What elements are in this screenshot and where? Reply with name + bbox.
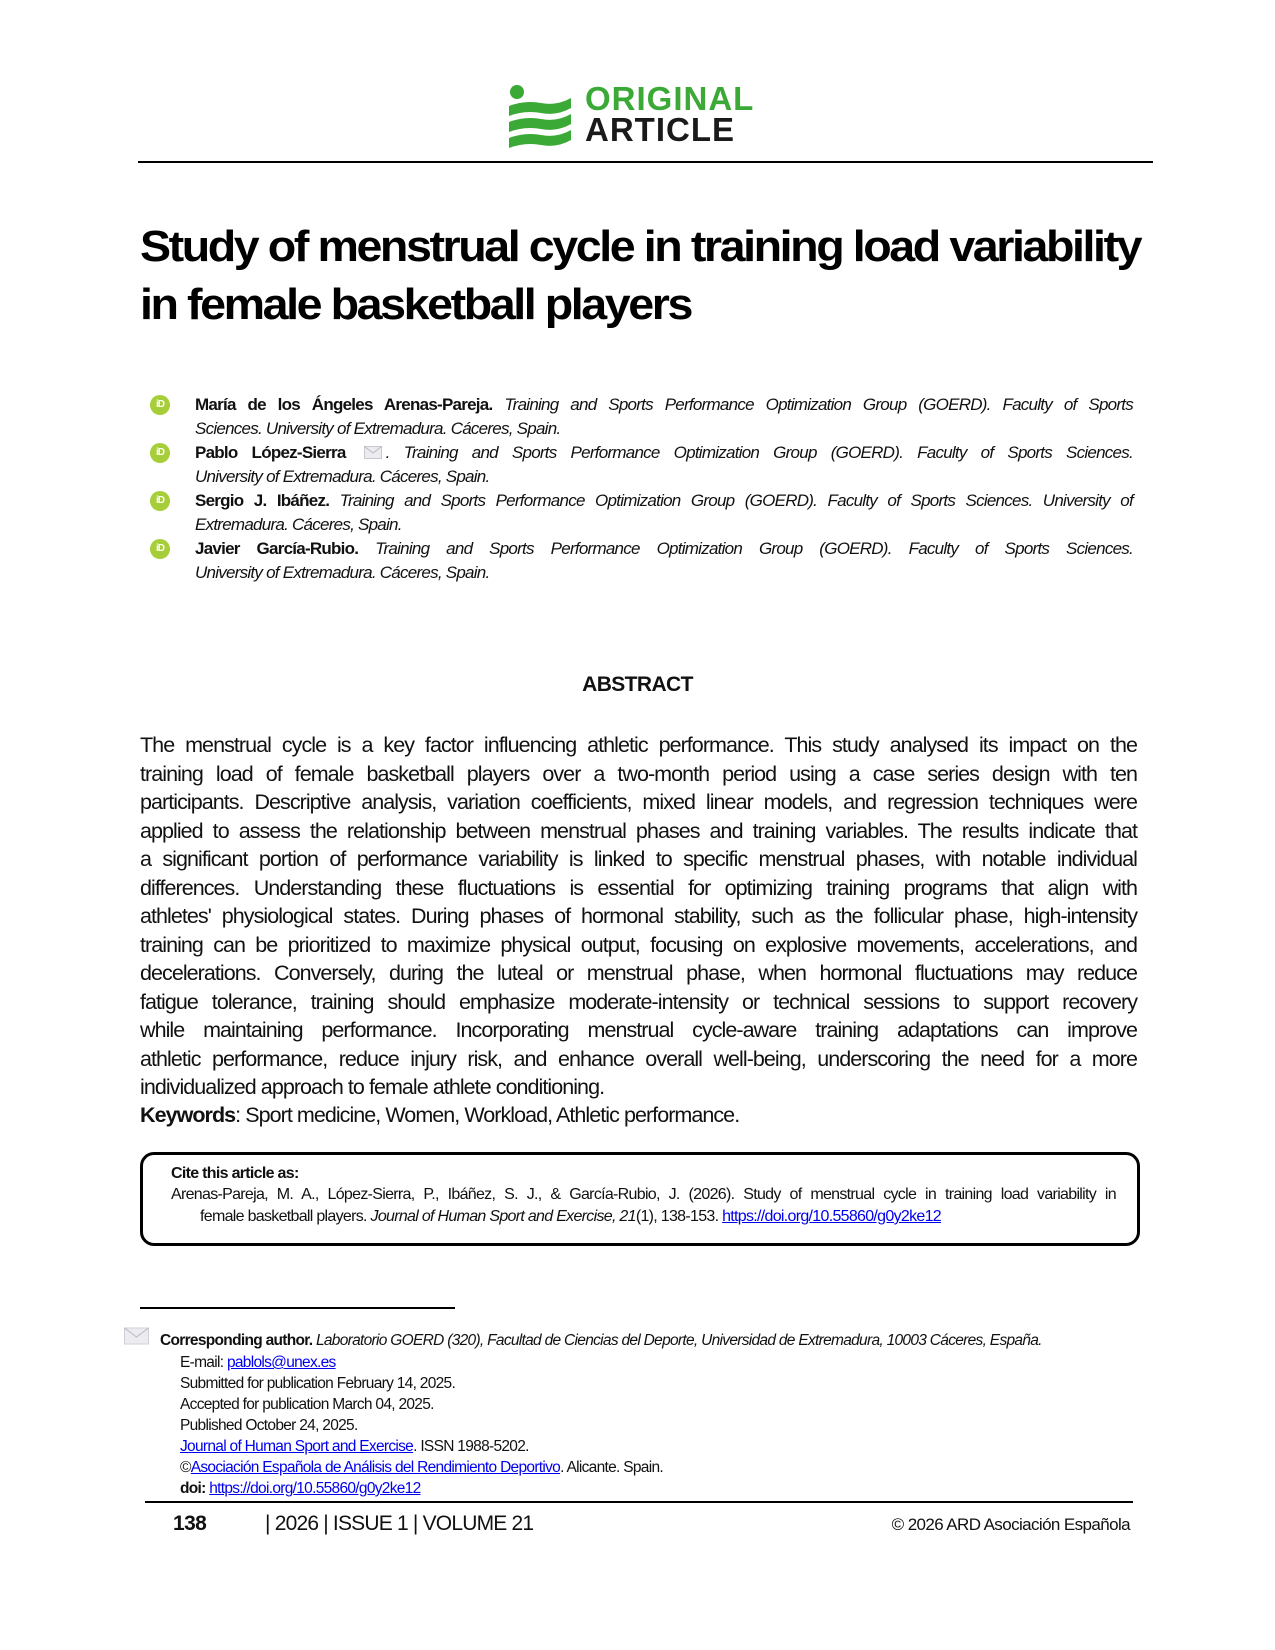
author-affiliation: Training and Sports Performance Optimization Group (GOERD). Faculty of Sports Sciences.	[375, 539, 1133, 558]
abstract-line: a significant portion of performance variability is linked to specific menstrual phases, with notable individual	[140, 847, 1137, 871]
abstract-line: training can be prioritized to maximize physical output, focusing on explosive movements, accelerations, and	[140, 932, 1137, 957]
association-line	[180, 1457, 663, 1478]
footer-rule	[145, 1501, 1133, 1503]
association-location: . Alicante. Spain.	[560, 1459, 663, 1476]
association-link[interactable]: Asociación Española de Análisis del Rendimiento Deportivo	[190, 1459, 561, 1476]
doi-link[interactable]: https://doi.org/10.55860/g0y2ke12	[209, 1480, 421, 1497]
citation-text-line-2	[200, 1208, 941, 1226]
corresponding-author-address: Laboratorio GOERD (320), Facultad de Ciencias del Deporte, Universidad de Extremadura, 10003 Cáceres, España.	[315, 1332, 1042, 1349]
logo-text-original: ORIGINAL	[585, 80, 755, 117]
orcid-icon[interactable]: iD	[150, 395, 170, 415]
abstract-line: fatigue tolerance, training should emphasize moderate-intensity or technical sessions to support recovery	[140, 989, 1137, 1014]
abstract-line: The menstrual cycle is a key factor influencing athletic performance. This study analysed its impact on the	[140, 733, 1137, 757]
journal-issn-line	[180, 1436, 529, 1457]
journal-link[interactable]: Journal of Human Sport and Exercise	[180, 1438, 414, 1455]
submitted-date: Submitted for publication February 14, 2025.	[180, 1375, 456, 1392]
author-name: Sergio J. Ibáñez.	[195, 491, 330, 510]
corresponding-author-label: Corresponding author.	[160, 1332, 313, 1349]
abstract-line: participants. Descriptive analysis, variation coefficients, mixed linear models, and regression techniques were	[140, 790, 1137, 814]
email-link[interactable]: pablols@unex.es	[226, 1354, 336, 1371]
author-affiliation-cont: University of Extremadura. Cáceres, Spain.	[195, 563, 490, 582]
author-entry	[195, 489, 1133, 537]
author-affiliation-cont: Sciences. University of Extremadura. Cáceres, Spain.	[195, 419, 561, 438]
email-label: E-mail:	[180, 1354, 227, 1371]
citation-heading: Cite this article as:	[171, 1165, 299, 1182]
orcid-icon[interactable]: iD	[150, 491, 170, 511]
issue-info: | 2026 | ISSUE 1 | VOLUME 21	[265, 1512, 534, 1535]
header-rule	[138, 161, 1153, 163]
corresponding-author-note	[160, 1330, 1042, 1351]
keywords-label: Keywords	[140, 1103, 236, 1127]
citation-journal: Journal of Human Sport and Exercise, 21	[370, 1208, 636, 1225]
abstract-line: applied to assess the relationship between menstrual phases and training variables. The results indicate that	[140, 818, 1137, 843]
footnote-rule	[140, 1307, 455, 1309]
copyright-symbol: ©	[180, 1459, 191, 1476]
keywords-list: : Sport medicine, Women, Workload, Athletic performance.	[235, 1103, 740, 1127]
original-article-logo	[505, 80, 795, 150]
author-entry	[195, 393, 1133, 441]
logo-text-article: ARTICLE	[585, 111, 735, 148]
orcid-icon[interactable]: iD	[150, 443, 170, 463]
footer-copyright: © 2026 ARD Asociación Española	[891, 1515, 1130, 1534]
author-affiliation-cont: University of Extremadura. Cáceres, Spain.	[195, 467, 490, 486]
abstract-line: individualized approach to female athlete conditioning.	[140, 1075, 605, 1099]
author-affiliation-cont: Extremadura. Cáceres, Spain.	[195, 515, 402, 534]
citation-pages: (1), 138-153.	[635, 1208, 723, 1225]
abstract-line: training load of female basketball players over a two-month period using a case series design with ten	[140, 761, 1137, 786]
author-name: María de los Ángeles Arenas-Pareja.	[195, 395, 493, 414]
email-line	[180, 1352, 336, 1373]
citation-doi-link[interactable]: https://doi.org/10.55860/g0y2ke12	[722, 1208, 941, 1225]
abstract-line: differences. Understanding these fluctuations is essential for optimizing training programs that align with	[140, 875, 1137, 900]
abstract-line: athletes' physiological states. During phases of hormonal stability, such as the follicular phase, high-intensity	[140, 904, 1137, 928]
article-title-line-1: Study of menstrual cycle in training load variability	[140, 222, 1141, 271]
citation-text-line-1: Arenas-Pareja, M. A., López-Sierra, P., Ibáñez, S. J., & García-Rubio, J. (2026). Study of menstrual cycle in training load variability in	[171, 1186, 1116, 1203]
orcid-icon[interactable]: iD	[150, 539, 170, 559]
abstract-line: while maintaining performance. Incorporating menstrual cycle-aware training adaptations can improve	[140, 1018, 1137, 1042]
author-affiliation: . Training and Sports Performance Optimization Group (GOERD). Faculty of Sports Sciences.	[385, 443, 1133, 462]
keywords	[140, 1103, 739, 1128]
abstract-line: decelerations. Conversely, during the luteal or menstrual phase, when hormonal fluctuations may reduce	[140, 961, 1137, 985]
author-affiliation: Training and Sports Performance Optimization Group (GOERD). Faculty of Sports Sciences. University of	[339, 491, 1133, 510]
author-affiliation: Training and Sports Performance Optimization Group (GOERD). Faculty of Sports	[504, 395, 1133, 414]
issn: . ISSN 1988-5202.	[413, 1438, 529, 1455]
logo-waves-icon	[505, 84, 575, 150]
envelope-icon[interactable]	[364, 446, 382, 459]
abstract-heading: ABSTRACT	[582, 673, 693, 696]
author-entry	[195, 537, 1133, 585]
published-date: Published October 24, 2025.	[180, 1417, 358, 1434]
doi-label: doi:	[180, 1480, 210, 1497]
abstract-line: athletic performance, reduce injury risk, and enhance overall well-being, underscoring the need for a more	[140, 1046, 1137, 1071]
author-entry	[195, 441, 1133, 489]
envelope-icon	[124, 1326, 150, 1346]
page-number: 138	[173, 1512, 207, 1535]
accepted-date: Accepted for publication March 04, 2025.	[180, 1396, 434, 1413]
author-name: Pablo López-Sierra	[195, 443, 346, 462]
article-title-line-2: in female basketball players	[140, 280, 691, 329]
author-name: Javier García-Rubio.	[195, 539, 359, 558]
citation-title-cont: female basketball players.	[200, 1208, 371, 1225]
doi-line	[180, 1478, 421, 1499]
